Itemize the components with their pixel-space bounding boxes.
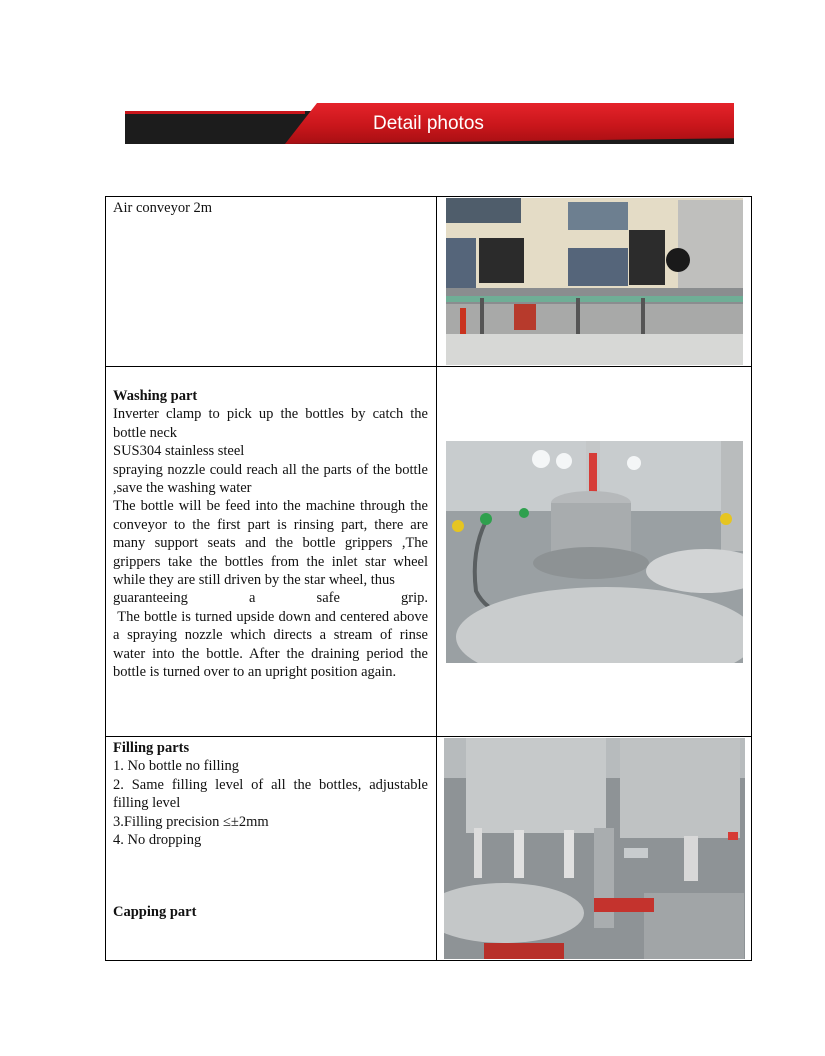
washing-part-photo-icon: [446, 441, 743, 663]
table-row-air-conveyor: [106, 197, 752, 367]
filling-item-4: 4. No dropping: [113, 832, 202, 849]
banner-red-ribbon: [285, 103, 734, 144]
washing-para-4: The bottle will be feed into the machine through the conveyor to the first part is rinsing part, there are many support seats and the bottle grippers ,The grippers take the bottles from the inlet star wheel while they are still driven by the star wheel, thus: [113, 498, 428, 589]
washing-para-3: spraying nozzle could reach all the parts of the bottle ,save the washing water: [113, 461, 428, 497]
washing-para-5: guaranteeing a safe grip.: [113, 590, 428, 607]
air-conveyor-photo-cell: [437, 197, 752, 367]
filling-item-1: 1. No bottle no filling: [113, 758, 240, 775]
banner-red-line: [125, 111, 305, 114]
air-conveyor-label: Air conveyor 2m: [113, 200, 213, 216]
capping-heading: Capping part: [113, 904, 197, 921]
washing-para-2: SUS304 stainless steel: [113, 443, 245, 460]
air-conveyor-cell: [106, 197, 437, 367]
detail-table: [105, 196, 752, 961]
table-row-filling: [106, 737, 752, 961]
washing-para-1: Inverter clamp to pick up the bottles by catch the bottle neck: [113, 406, 428, 441]
washing-cell: [106, 367, 437, 737]
washing-heading: Washing part: [113, 388, 198, 404]
washing-para-6: The bottle is turned upside down and centered above a spraying nozzle which directs a stream of rinse water into the bottle. After the draining period the bottle is turned over to an upright position again.: [113, 608, 432, 681]
filling-heading: Filling parts: [113, 740, 190, 756]
table-row-washing: [106, 367, 752, 737]
washing-photo-cell: [437, 367, 752, 737]
filling-cell: [106, 737, 437, 961]
filling-item-2: 2. Same filling level of all the bottles, adjustable filling level: [113, 776, 428, 812]
banner-title: Detail photos: [373, 113, 484, 134]
air-conveyor-photo-icon: [446, 198, 743, 365]
filling-photo-cell: [437, 737, 752, 961]
filling-part-photo-icon: [444, 738, 745, 959]
filling-item-3: 3.Filling precision ≤±2mm: [113, 813, 269, 830]
detail-photos-banner: [125, 103, 734, 144]
